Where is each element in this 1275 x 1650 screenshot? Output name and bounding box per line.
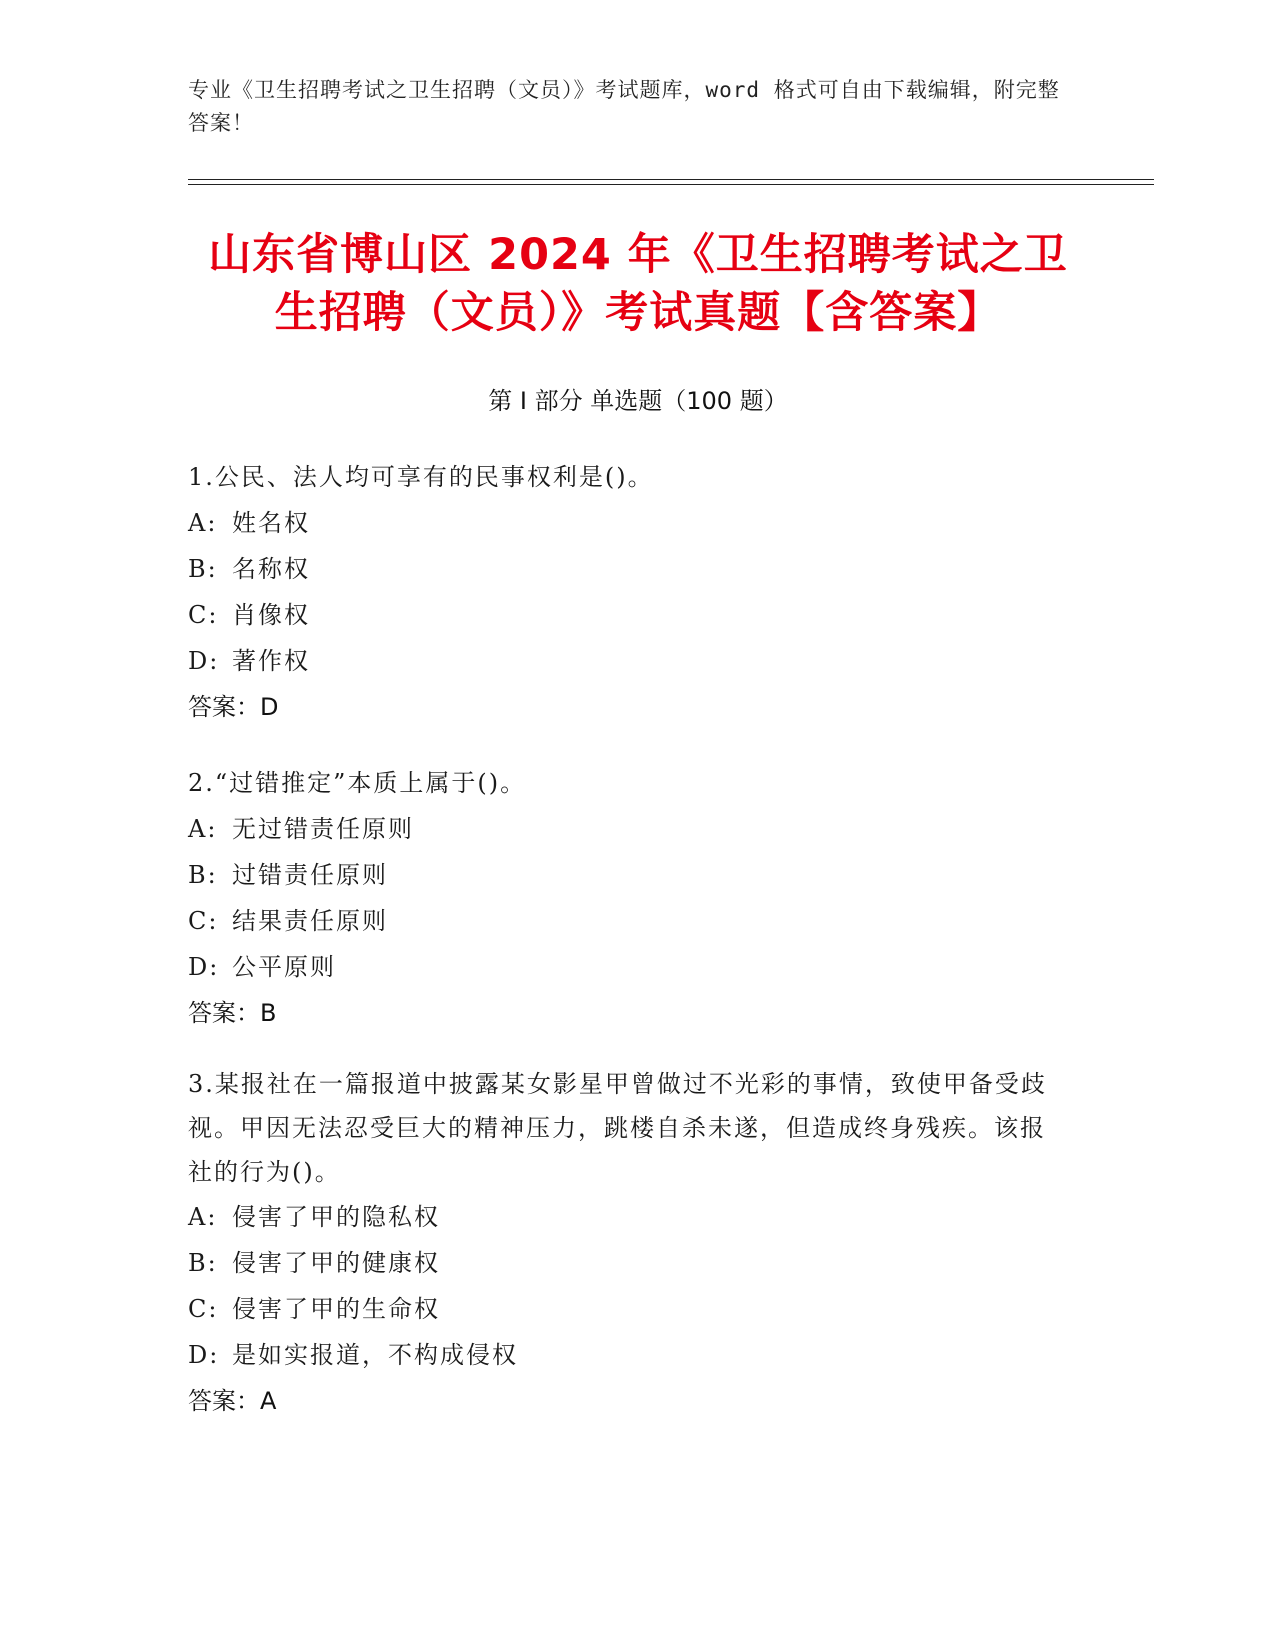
option-text: 名称权: [232, 555, 310, 583]
option-letter: C:: [188, 1295, 219, 1323]
document-title: 山东省博山区 2024 年《卫生招聘考试之卫生招聘（文员）》考试真题【含答案】: [208, 230, 1068, 338]
option-letter: B:: [188, 555, 218, 583]
option-b: [188, 1240, 1068, 1286]
section-heading: 第 I 部分 单选题（100 题）: [488, 387, 788, 415]
option-c: [188, 1286, 1068, 1332]
header-divider-bottom: [188, 184, 1154, 185]
option-text: 侵害了甲的隐私权: [232, 1203, 440, 1231]
option-text: 肖像权: [232, 601, 310, 629]
question-stem: 1.公民、法人均可享有的民事权利是()。: [188, 463, 654, 491]
option-c: [188, 592, 1068, 638]
option-letter: C:: [188, 907, 219, 935]
question-stem: 2.“过错推定”本质上属于()。: [188, 769, 527, 797]
option-text: 过错责任原则: [232, 861, 388, 889]
option-letter: A:: [188, 1203, 218, 1231]
option-letter: C:: [188, 601, 219, 629]
option-d: [188, 1332, 1068, 1378]
answer-line: 答案：B: [188, 999, 277, 1027]
option-letter: D:: [188, 1341, 220, 1369]
question-1: [188, 454, 1068, 730]
option-a: [188, 806, 1068, 852]
option-text: 公平原则: [232, 953, 336, 981]
option-text: 侵害了甲的生命权: [232, 1295, 440, 1323]
option-a: [188, 1194, 1068, 1240]
question-stem: 3.某报社在一篇报道中披露某女影星甲曾做过不光彩的事情，致使甲备受歧视。甲因无法忍受巨大的精神压力，跳楼自杀未遂，但造成终身残疾。该报社的行为()。: [188, 1070, 1047, 1186]
option-letter: D:: [188, 647, 220, 675]
option-text: 是如实报道，不构成侵权: [232, 1341, 518, 1369]
option-text: 无过错责任原则: [232, 815, 414, 843]
option-a: [188, 500, 1068, 546]
option-letter: B:: [188, 861, 218, 889]
option-text: 结果责任原则: [232, 907, 388, 935]
header-note: 专业《卫生招聘考试之卫生招聘（文员）》考试题库，word 格式可自由下载编辑，附完整答案！: [188, 78, 1060, 135]
option-c: [188, 898, 1068, 944]
option-text: 著作权: [232, 647, 310, 675]
answer-line: 答案：D: [188, 693, 279, 721]
option-letter: D:: [188, 953, 220, 981]
option-b: [188, 852, 1068, 898]
option-d: [188, 638, 1068, 684]
answer-line: 答案：A: [188, 1387, 277, 1415]
option-letter: A:: [188, 509, 218, 537]
option-text: 侵害了甲的健康权: [232, 1249, 440, 1277]
option-d: [188, 944, 1068, 990]
question-3: [188, 1062, 1068, 1424]
option-text: 姓名权: [232, 509, 310, 537]
option-letter: B:: [188, 1249, 218, 1277]
question-2: [188, 760, 1068, 1036]
option-b: [188, 546, 1068, 592]
option-letter: A:: [188, 815, 218, 843]
header-divider-top: [188, 179, 1154, 180]
